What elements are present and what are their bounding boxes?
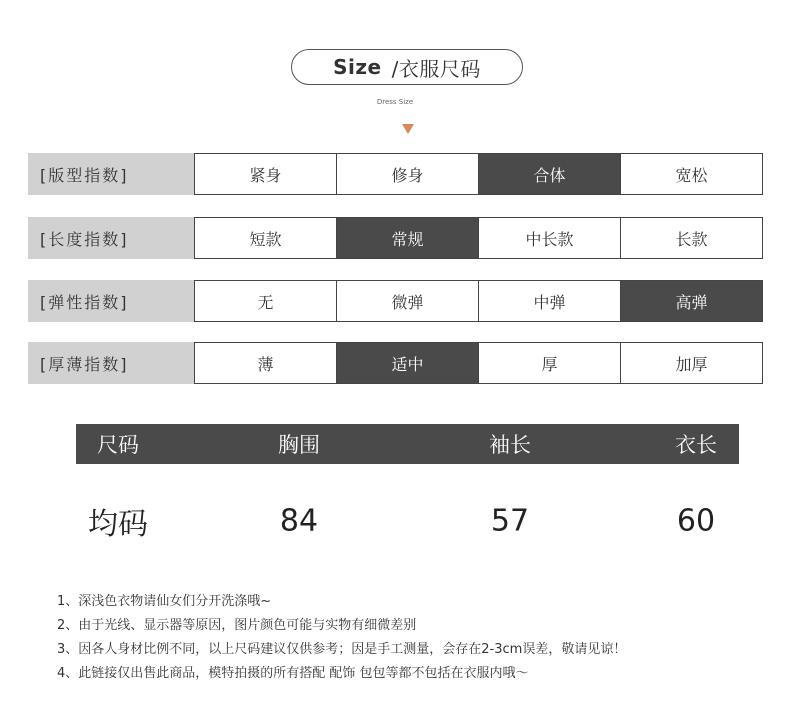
title-en: Size [333,55,382,79]
index-label: [厚薄指数] [28,342,194,384]
size-table-row [76,496,739,546]
index-option: 厚 [478,343,620,383]
index-option: 无 [195,281,336,321]
index-label: [弹性指数] [28,280,194,322]
index-row-length [28,217,763,259]
index-option: 长款 [620,218,762,258]
cell-sleeve: 57 [490,503,530,539]
index-option: 薄 [195,343,336,383]
note-item: 3、因各人身材比例不同，以上尺码建议仅供参考；因是手工测量，会存在2-3cm误差，敬请见谅！ [57,642,627,657]
index-option-selected: 常规 [336,218,478,258]
size-table-header [76,424,739,464]
note-item: 2、由于光线、显示器等原因，图片颜色可能与实物有细微差别 [57,618,417,633]
index-label: [长度指数] [28,217,194,259]
title-zh: /衣服尺码 [391,56,481,81]
header-bust: 胸围 [278,433,320,457]
cell-bust: 84 [279,503,319,539]
note-item: 1、深浅色衣物请仙女们分开洗涤哦~ [57,594,272,609]
index-option-selected: 适中 [336,343,478,383]
down-arrow-icon [402,124,414,134]
subtitle: Dress Size [376,98,414,106]
index-option-selected: 合体 [478,154,620,194]
index-option: 加厚 [620,343,762,383]
index-label: [版型指数] [28,153,194,195]
index-option: 宽松 [620,154,762,194]
index-row-fit [28,153,763,195]
header-size: 尺码 [97,433,139,457]
note-item: 4、此链接仅出售此商品，模特拍摄的所有搭配 配饰 包包等都不包括在衣服内哦～ [57,666,529,681]
notes-list [57,590,626,686]
index-option: 中长款 [478,218,620,258]
size-title-pill [291,49,523,85]
cell-length: 60 [676,503,716,539]
index-option-selected: 高弹 [620,281,762,321]
index-option: 紧身 [195,154,336,194]
index-option: 短款 [195,218,336,258]
header-sleeve: 袖长 [489,433,531,457]
header-length: 衣长 [675,433,717,457]
index-row-elasticity [28,280,763,322]
cell-size: 均码 [88,507,148,542]
index-option: 微弹 [336,281,478,321]
index-row-thickness [28,342,763,384]
index-option: 修身 [336,154,478,194]
index-option: 中弹 [478,281,620,321]
